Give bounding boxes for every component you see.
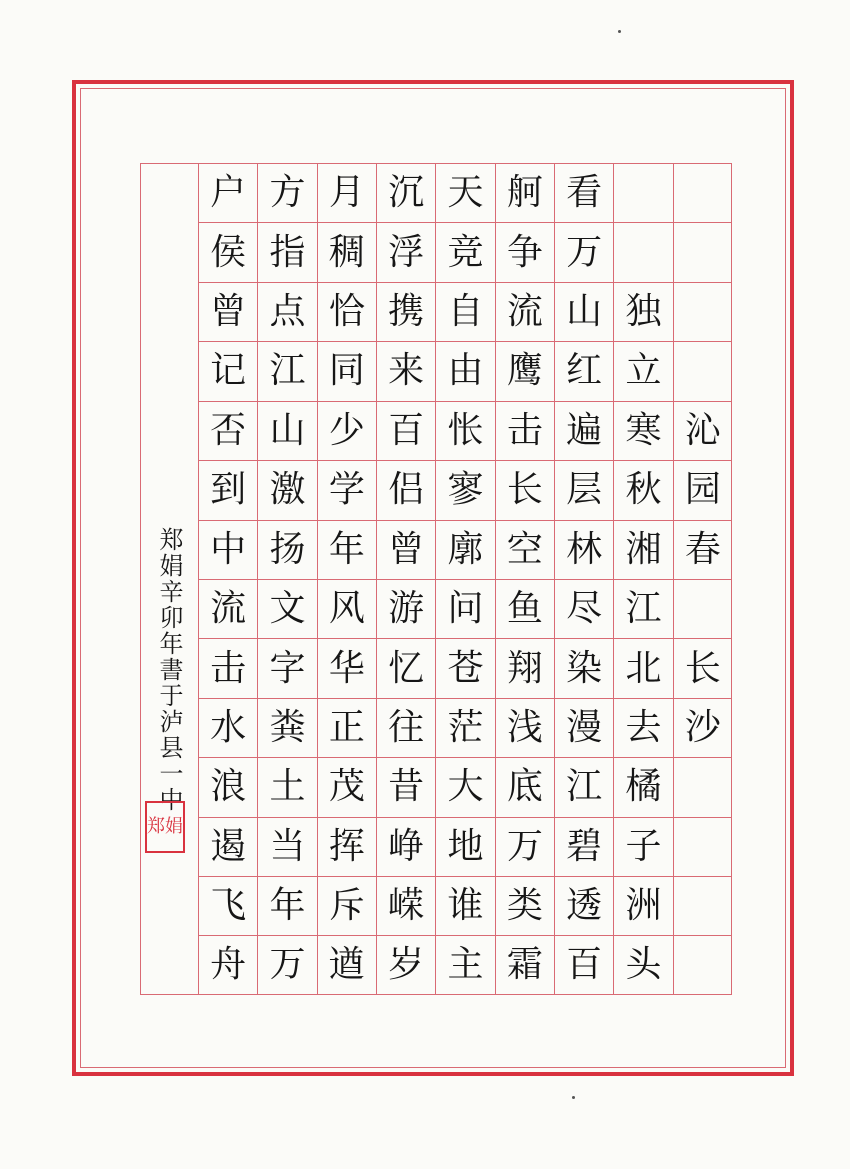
grid-cell: 头 [614,935,672,994]
grid-cell: 往 [377,698,435,757]
grid-cell: 否 [199,401,257,460]
grid-cell: 来 [377,341,435,400]
grid-cell: 曾 [377,520,435,579]
grid-cell: 染 [555,638,613,697]
grid-cell: 遍 [555,401,613,460]
signature-inscription: 郑娟辛卯年書于泸县一中 [155,527,183,813]
seal-char: 娟 [165,816,183,837]
grid-cell: 风 [318,579,376,638]
grid-cell [674,341,732,400]
grid-cell: 寒 [614,401,672,460]
grid-cell: 指 [258,222,316,281]
grid-cell: 谁 [436,876,494,935]
grid-cell: 江 [258,341,316,400]
grid-cell: 激 [258,460,316,519]
grid-cell: 舟 [199,935,257,994]
grid-cell: 舸 [496,163,554,222]
grid-cell: 茫 [436,698,494,757]
grid-cell: 透 [555,876,613,935]
grid-cell: 字 [258,638,316,697]
grid-cell: 学 [318,460,376,519]
grid-cell: 大 [436,757,494,816]
grid-cell [674,282,732,341]
grid-cell: 碧 [555,817,613,876]
grid-column [495,163,554,995]
grid-cell: 地 [436,817,494,876]
grid-cell: 携 [377,282,435,341]
grid-cell: 寥 [436,460,494,519]
grid-cell: 点 [258,282,316,341]
grid-cell: 园 [674,460,732,519]
grid-cell: 天 [436,163,494,222]
grid-cell: 沁 [674,401,732,460]
grid-cell: 问 [436,579,494,638]
grid-cell [674,579,732,638]
grid-cell: 茂 [318,757,376,816]
grid-cell: 遏 [199,817,257,876]
grid-cell [674,817,732,876]
grid-cell: 湘 [614,520,672,579]
grid-cell: 恰 [318,282,376,341]
grid-cell [674,876,732,935]
grid-cell: 翔 [496,638,554,697]
grid-cell [674,935,732,994]
grid-cell: 底 [496,757,554,816]
grid-column [376,163,435,995]
grid-cell: 少 [318,401,376,460]
grid-cell: 江 [614,579,672,638]
grid-cell: 沙 [674,698,732,757]
grid-cell: 户 [199,163,257,222]
grid-cell [674,163,732,222]
grid-cell: 春 [674,520,732,579]
grid-column [317,163,376,995]
grid-cell [674,757,732,816]
grid-column [554,163,613,995]
grid-column [435,163,494,995]
grid-cell: 侯 [199,222,257,281]
grid-column [673,163,732,995]
grid-cell: 遒 [318,935,376,994]
grid-cell: 挥 [318,817,376,876]
calligraphy-grid [198,163,732,995]
grid-cell: 独 [614,282,672,341]
grid-cell: 沉 [377,163,435,222]
grid-cell: 岁 [377,935,435,994]
paper-speck [618,30,621,33]
grid-cell: 游 [377,579,435,638]
grid-cell: 主 [436,935,494,994]
grid-cell: 尽 [555,579,613,638]
grid-cell: 万 [555,222,613,281]
grid-cell: 方 [258,163,316,222]
grid-cell: 怅 [436,401,494,460]
grid-cell: 漫 [555,698,613,757]
grid-cell: 霜 [496,935,554,994]
grid-cell: 洲 [614,876,672,935]
grid-cell: 月 [318,163,376,222]
grid-cell: 正 [318,698,376,757]
grid-cell: 稠 [318,222,376,281]
grid-cell: 立 [614,341,672,400]
grid-cell: 自 [436,282,494,341]
grid-column [613,163,672,995]
paper-speck [572,1096,575,1099]
grid-cell: 百 [555,935,613,994]
grid-cell: 昔 [377,757,435,816]
grid-cell: 击 [199,638,257,697]
grid-cell: 华 [318,638,376,697]
grid-cell: 土 [258,757,316,816]
grid-cell: 鱼 [496,579,554,638]
grid-cell: 江 [555,757,613,816]
grid-cell: 子 [614,817,672,876]
grid-cell: 飞 [199,876,257,935]
grid-cell: 北 [614,638,672,697]
grid-cell: 流 [496,282,554,341]
grid-cell: 廓 [436,520,494,579]
grid-cell: 红 [555,341,613,400]
grid-cell: 曾 [199,282,257,341]
grid-cell: 层 [555,460,613,519]
grid-cell: 万 [258,935,316,994]
grid-cell: 记 [199,341,257,400]
red-seal-stamp [145,801,185,853]
grid-cell: 秋 [614,460,672,519]
grid-cell: 长 [496,460,554,519]
grid-cell: 浮 [377,222,435,281]
grid-cell: 去 [614,698,672,757]
grid-cell [614,163,672,222]
grid-cell: 击 [496,401,554,460]
grid-cell: 扬 [258,520,316,579]
grid-cell: 斥 [318,876,376,935]
grid-cell: 百 [377,401,435,460]
grid-cell: 当 [258,817,316,876]
grid-cell: 浅 [496,698,554,757]
grid-cell: 竞 [436,222,494,281]
grid-cell: 同 [318,341,376,400]
grid-cell: 到 [199,460,257,519]
grid-cell: 万 [496,817,554,876]
grid-right-edge [731,163,732,995]
grid-cell: 林 [555,520,613,579]
grid-cell: 水 [199,698,257,757]
grid-cell: 峥 [377,817,435,876]
grid-cell: 空 [496,520,554,579]
grid-cell: 嵘 [377,876,435,935]
grid-cell: 年 [318,520,376,579]
grid-cell: 看 [555,163,613,222]
grid-cell: 山 [258,401,316,460]
grid-cell: 长 [674,638,732,697]
grid-column [257,163,316,995]
grid-cell: 中 [199,520,257,579]
grid-cell: 苍 [436,638,494,697]
grid-cell: 由 [436,341,494,400]
grid-cell: 橘 [614,757,672,816]
grid-cell: 文 [258,579,316,638]
grid-cell: 山 [555,282,613,341]
grid-cell: 忆 [377,638,435,697]
grid-column [198,163,257,995]
grid-cell: 鹰 [496,341,554,400]
grid-cell [614,222,672,281]
grid-cell: 浪 [199,757,257,816]
grid-cell: 类 [496,876,554,935]
grid-cell [674,222,732,281]
grid-cell: 流 [199,579,257,638]
seal-char: 郑 [147,816,165,837]
grid-cell: 粪 [258,698,316,757]
grid-cell: 侣 [377,460,435,519]
grid-cell: 年 [258,876,316,935]
grid-cell: 争 [496,222,554,281]
